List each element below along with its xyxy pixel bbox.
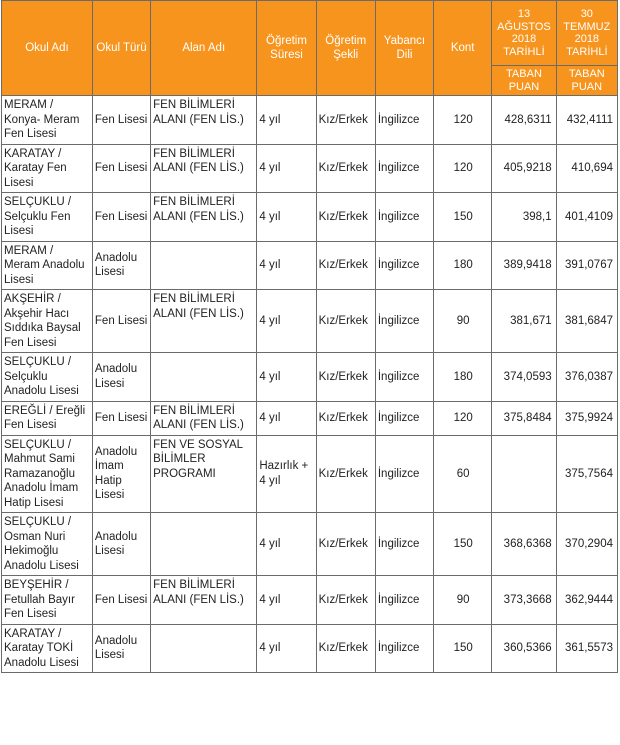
cell-ogretim-suresi bbox=[257, 290, 316, 353]
cell-kont bbox=[434, 144, 492, 193]
table-row bbox=[2, 290, 618, 353]
cell-text-sure: 4 yıl bbox=[259, 210, 281, 223]
cell-taban-puan-2 bbox=[556, 241, 617, 290]
cell-text-tur: Fen Lisesi bbox=[94, 210, 148, 223]
cell-text-sure: 4 yıl bbox=[259, 113, 281, 126]
cell-taban-puan-1 bbox=[492, 435, 556, 513]
cell-yabanci-dili bbox=[375, 624, 433, 673]
cell-okul-turu bbox=[92, 193, 150, 242]
cell-taban-puan-1 bbox=[492, 576, 556, 625]
header-yabanci-dili: Yabancı Dili bbox=[375, 1, 433, 96]
cell-okul-adi bbox=[2, 290, 93, 353]
cell-taban-puan-2 bbox=[556, 435, 617, 513]
cell-ogretim-sekli bbox=[316, 401, 375, 435]
cell-yabanci-dili bbox=[375, 513, 433, 576]
cell-taban-puan-1 bbox=[492, 144, 556, 193]
cell-text-okul: SELÇUKLU / Osman Nuri Hekimoğlu Anadolu Lisesi bbox=[4, 516, 79, 572]
cell-text-puan2: 370,2904 bbox=[565, 537, 613, 550]
cell-text-puan1: 381,671 bbox=[510, 314, 552, 327]
cell-taban-puan-1 bbox=[492, 624, 556, 673]
cell-text-sure: 4 yıl bbox=[259, 370, 281, 383]
cell-ogretim-suresi bbox=[257, 353, 316, 402]
cell-okul-adi bbox=[2, 96, 93, 145]
cell-text-kont: 120 bbox=[453, 162, 473, 174]
cell-text-puan2: 381,6847 bbox=[565, 314, 613, 327]
table-row bbox=[2, 401, 618, 435]
cell-text-alan: FEN BİLİMLERİ ALANI (FEN LİS.) bbox=[153, 293, 244, 320]
cell-ogretim-suresi bbox=[257, 435, 316, 513]
cell-okul-turu bbox=[92, 144, 150, 193]
cell-ogretim-sekli bbox=[316, 353, 375, 402]
cell-text-okul: AKŞEHİR / Akşehir Hacı Sıddıka Baysal Fen Lisesi bbox=[4, 293, 81, 349]
cell-kont bbox=[434, 435, 492, 513]
cell-yabanci-dili bbox=[375, 353, 433, 402]
cell-kont bbox=[434, 241, 492, 290]
cell-text-kont: 180 bbox=[453, 259, 473, 271]
cell-ogretim-sekli bbox=[316, 193, 375, 242]
cell-ogretim-sekli bbox=[316, 435, 375, 513]
cell-text-kont: 180 bbox=[453, 370, 473, 383]
header-row bbox=[2, 1, 618, 66]
table-row bbox=[2, 435, 618, 513]
cell-text-tur: Fen Lisesi bbox=[94, 411, 148, 424]
cell-text-okul: SELÇUKLU / Mahmut Sami Ramazanoğlu Anadolu İmam Hatip Lisesi bbox=[4, 438, 79, 509]
cell-ogretim-suresi bbox=[257, 513, 316, 576]
cell-alan-adi bbox=[151, 193, 257, 242]
header-kont: Kont bbox=[434, 1, 492, 96]
cell-okul-adi bbox=[2, 624, 93, 673]
cell-text-tur: Anadolu Lisesi bbox=[94, 634, 138, 662]
cell-text-okul: MERAM / Meram Anadolu Lisesi bbox=[4, 244, 85, 286]
cell-text-dil: İngilizce bbox=[377, 259, 420, 271]
cell-yabanci-dili bbox=[375, 193, 433, 242]
cell-okul-turu bbox=[92, 96, 150, 145]
cell-text-alan: FEN BİLİMLERİ ALANI (FEN LİS.) bbox=[153, 147, 244, 174]
table-row bbox=[2, 96, 618, 145]
cell-text-puan1: 389,9418 bbox=[503, 259, 552, 271]
cell-ogretim-suresi bbox=[257, 241, 316, 290]
cell-text-kont: 60 bbox=[456, 467, 470, 480]
table-row bbox=[2, 193, 618, 242]
cell-text-dil: İngilizce bbox=[377, 411, 420, 424]
cell-text-puan2: 375,9924 bbox=[565, 411, 613, 424]
table-row bbox=[2, 144, 618, 193]
cell-text-okul: KARATAY / Karatay Fen Lisesi bbox=[4, 147, 67, 189]
cell-text-sure: Hazırlık + 4 yıl bbox=[259, 460, 309, 487]
cell-ogretim-sekli bbox=[316, 241, 375, 290]
cell-text-puan1: 360,5366 bbox=[503, 642, 552, 654]
cell-okul-adi bbox=[2, 401, 93, 435]
cell-ogretim-sekli bbox=[316, 624, 375, 673]
cell-taban-puan-2 bbox=[556, 401, 617, 435]
cell-okul-adi bbox=[2, 576, 93, 625]
header-alan-adi: Alan Adı bbox=[151, 1, 257, 96]
cell-yabanci-dili bbox=[375, 290, 433, 353]
cell-text-okul: KARATAY / Karatay TOKİ Anadolu Lisesi bbox=[4, 627, 79, 669]
cell-text-okul: SELÇUKLU / Selçuklu Fen Lisesi bbox=[4, 196, 72, 237]
cell-text-dil: İngilizce bbox=[377, 537, 420, 550]
cell-text-kont: 150 bbox=[453, 642, 473, 654]
cell-text-sekil: Kız/Erkek bbox=[318, 467, 368, 480]
cell-text-sure: 4 yıl bbox=[259, 642, 281, 654]
cell-text-puan2: 361,5573 bbox=[565, 642, 613, 654]
header-date-13-agustos: 13 AĞUSTOS 2018 TARİHLİ bbox=[492, 1, 556, 66]
cell-text-tur: Fen Lisesi bbox=[94, 162, 148, 174]
cell-okul-turu bbox=[92, 241, 150, 290]
cell-alan-adi bbox=[151, 435, 257, 513]
cell-text-tur: Fen Lisesi bbox=[94, 593, 148, 606]
cell-text-dil: İngilizce bbox=[377, 467, 420, 480]
cell-text-puan2: 401,4109 bbox=[565, 210, 613, 223]
cell-okul-turu bbox=[92, 290, 150, 353]
cell-text-alan: FEN BİLİMLERİ ALANI (FEN LİS.) bbox=[153, 99, 244, 126]
school-scores-table bbox=[1, 0, 618, 673]
cell-okul-adi bbox=[2, 513, 93, 576]
cell-text-alan: FEN BİLİMLERİ ALANI (FEN LİS.) bbox=[153, 196, 244, 223]
cell-kont bbox=[434, 96, 492, 145]
cell-okul-adi bbox=[2, 241, 93, 290]
cell-taban-puan-1 bbox=[492, 241, 556, 290]
cell-yabanci-dili bbox=[375, 96, 433, 145]
cell-text-sekil: Kız/Erkek bbox=[318, 210, 368, 223]
cell-text-sekil: Kız/Erkek bbox=[318, 411, 368, 424]
header-date-30-temmuz: 30 TEMMUZ 2018 TARİHLİ bbox=[556, 1, 617, 66]
cell-yabanci-dili bbox=[375, 144, 433, 193]
cell-taban-puan-2 bbox=[556, 193, 617, 242]
cell-text-tur: Anadolu Lisesi bbox=[94, 530, 138, 557]
header-taban-puan-2: TABAN PUAN bbox=[556, 66, 617, 96]
cell-text-dil: İngilizce bbox=[377, 162, 420, 174]
cell-text-sekil: Kız/Erkek bbox=[318, 370, 368, 383]
cell-taban-puan-1 bbox=[492, 513, 556, 576]
cell-text-tur: Fen Lisesi bbox=[94, 314, 148, 327]
cell-okul-turu bbox=[92, 401, 150, 435]
cell-taban-puan-2 bbox=[556, 576, 617, 625]
cell-taban-puan-2 bbox=[556, 96, 617, 145]
cell-taban-puan-1 bbox=[492, 401, 556, 435]
cell-text-dil: İngilizce bbox=[377, 370, 420, 383]
cell-taban-puan-2 bbox=[556, 353, 617, 402]
cell-text-kont: 150 bbox=[453, 537, 473, 550]
cell-okul-adi bbox=[2, 353, 93, 402]
cell-alan-adi bbox=[151, 353, 257, 402]
table-row bbox=[2, 241, 618, 290]
cell-text-dil: İngilizce bbox=[377, 210, 420, 223]
cell-text-dil: İngilizce bbox=[377, 642, 420, 654]
cell-text-sure: 4 yıl bbox=[259, 593, 281, 606]
cell-ogretim-sekli bbox=[316, 144, 375, 193]
cell-text-tur: Anadolu İmam Hatip Lisesi bbox=[94, 445, 138, 502]
table-row bbox=[2, 624, 618, 673]
cell-text-kont: 150 bbox=[453, 210, 473, 223]
cell-okul-turu bbox=[92, 435, 150, 513]
cell-text-sure: 4 yıl bbox=[259, 314, 281, 327]
cell-taban-puan-2 bbox=[556, 624, 617, 673]
cell-text-puan1: 398,1 bbox=[522, 210, 552, 223]
cell-okul-turu bbox=[92, 576, 150, 625]
cell-ogretim-suresi bbox=[257, 576, 316, 625]
cell-alan-adi bbox=[151, 513, 257, 576]
cell-text-tur: Fen Lisesi bbox=[94, 113, 148, 126]
cell-ogretim-sekli bbox=[316, 576, 375, 625]
cell-text-puan1: 368,6368 bbox=[503, 537, 552, 550]
cell-taban-puan-2 bbox=[556, 513, 617, 576]
table-row bbox=[2, 576, 618, 625]
header-okul-adi: Okul Adı bbox=[2, 1, 93, 96]
cell-text-sekil: Kız/Erkek bbox=[318, 259, 368, 271]
cell-okul-turu bbox=[92, 513, 150, 576]
table-row bbox=[2, 353, 618, 402]
cell-ogretim-sekli bbox=[316, 513, 375, 576]
cell-taban-puan-1 bbox=[492, 96, 556, 145]
cell-text-sekil: Kız/Erkek bbox=[318, 537, 368, 550]
cell-kont bbox=[434, 513, 492, 576]
cell-text-okul: BEYŞEHİR / Fetullah Bayır Fen Lisesi bbox=[4, 579, 75, 620]
cell-taban-puan-1 bbox=[492, 353, 556, 402]
cell-text-tur: Anadolu Lisesi bbox=[94, 363, 138, 390]
cell-text-puan2: 410,694 bbox=[571, 162, 613, 174]
cell-text-puan1: 405,9218 bbox=[503, 162, 552, 174]
table-body bbox=[2, 96, 618, 673]
cell-text-puan2: 362,9444 bbox=[565, 593, 613, 606]
cell-kont bbox=[434, 290, 492, 353]
cell-text-tur: Anadolu Lisesi bbox=[94, 251, 138, 279]
cell-text-dil: İngilizce bbox=[377, 113, 420, 126]
header-taban-puan-1: TABAN PUAN bbox=[492, 66, 556, 96]
cell-ogretim-suresi bbox=[257, 624, 316, 673]
cell-text-kont: 90 bbox=[456, 593, 470, 606]
cell-ogretim-suresi bbox=[257, 401, 316, 435]
cell-text-alan: FEN BİLİMLERİ ALANI (FEN LİS.) bbox=[153, 404, 244, 431]
table-row bbox=[2, 513, 618, 576]
cell-text-sure: 4 yıl bbox=[259, 162, 281, 174]
cell-text-puan1: 373,3668 bbox=[503, 593, 552, 606]
cell-okul-adi bbox=[2, 193, 93, 242]
cell-text-puan1: 374,0593 bbox=[503, 370, 552, 383]
cell-taban-puan-1 bbox=[492, 193, 556, 242]
cell-kont bbox=[434, 576, 492, 625]
cell-text-okul: SELÇUKLU / Selçuklu Anadolu Lisesi bbox=[4, 356, 79, 397]
cell-ogretim-suresi bbox=[257, 144, 316, 193]
cell-alan-adi bbox=[151, 576, 257, 625]
header-ogretim-sekli: Öğretim Şekli bbox=[316, 1, 375, 96]
cell-yabanci-dili bbox=[375, 241, 433, 290]
cell-text-alan: FEN BİLİMLERİ ALANI (FEN LİS.) bbox=[153, 579, 244, 606]
header-okul-turu: Okul Türü bbox=[92, 1, 150, 96]
cell-text-puan2: 432,4111 bbox=[566, 113, 613, 126]
cell-kont bbox=[434, 401, 492, 435]
cell-kont bbox=[434, 624, 492, 673]
cell-taban-puan-2 bbox=[556, 144, 617, 193]
cell-text-sekil: Kız/Erkek bbox=[318, 642, 368, 654]
cell-ogretim-sekli bbox=[316, 96, 375, 145]
cell-text-puan2: 375,7564 bbox=[565, 467, 613, 480]
cell-kont bbox=[434, 193, 492, 242]
cell-yabanci-dili bbox=[375, 401, 433, 435]
cell-text-sekil: Kız/Erkek bbox=[318, 113, 368, 126]
cell-text-sure: 4 yıl bbox=[259, 537, 281, 550]
cell-okul-turu bbox=[92, 353, 150, 402]
cell-text-kont: 120 bbox=[453, 113, 473, 126]
cell-alan-adi bbox=[151, 241, 257, 290]
cell-alan-adi bbox=[151, 624, 257, 673]
cell-taban-puan-2 bbox=[556, 290, 617, 353]
cell-yabanci-dili bbox=[375, 576, 433, 625]
cell-text-puan1: 428,6311 bbox=[504, 113, 552, 126]
cell-text-sekil: Kız/Erkek bbox=[318, 593, 368, 606]
header-ogretim-suresi: Öğretim Süresi bbox=[257, 1, 316, 96]
cell-ogretim-suresi bbox=[257, 193, 316, 242]
cell-text-dil: İngilizce bbox=[377, 314, 420, 327]
cell-ogretim-sekli bbox=[316, 290, 375, 353]
cell-text-dil: İngilizce bbox=[377, 593, 420, 606]
cell-okul-adi bbox=[2, 144, 93, 193]
cell-okul-adi bbox=[2, 435, 93, 513]
cell-alan-adi bbox=[151, 144, 257, 193]
cell-text-alan: FEN VE SOSYAL BİLİMLER PROGRAMI bbox=[153, 438, 243, 480]
cell-alan-adi bbox=[151, 96, 257, 145]
cell-text-puan2: 376,0387 bbox=[565, 370, 613, 383]
cell-text-sure: 4 yıl bbox=[259, 259, 281, 271]
cell-text-kont: 120 bbox=[453, 411, 473, 424]
cell-text-kont: 90 bbox=[456, 314, 470, 327]
cell-okul-turu bbox=[92, 624, 150, 673]
cell-text-puan1: 375,8484 bbox=[503, 411, 552, 424]
cell-text-sekil: Kız/Erkek bbox=[318, 314, 368, 327]
cell-text-puan2: 391,0767 bbox=[565, 259, 613, 271]
cell-text-okul: MERAM / Konya- Meram Fen Lisesi bbox=[4, 99, 80, 140]
cell-kont bbox=[434, 353, 492, 402]
cell-alan-adi bbox=[151, 401, 257, 435]
cell-text-okul: EREĞLİ / Ereğli Fen Lisesi bbox=[4, 404, 86, 431]
cell-text-sekil: Kız/Erkek bbox=[318, 162, 368, 174]
cell-text-sure: 4 yıl bbox=[259, 411, 281, 424]
cell-ogretim-suresi bbox=[257, 96, 316, 145]
cell-taban-puan-1 bbox=[492, 290, 556, 353]
cell-alan-adi bbox=[151, 290, 257, 353]
cell-yabanci-dili bbox=[375, 435, 433, 513]
